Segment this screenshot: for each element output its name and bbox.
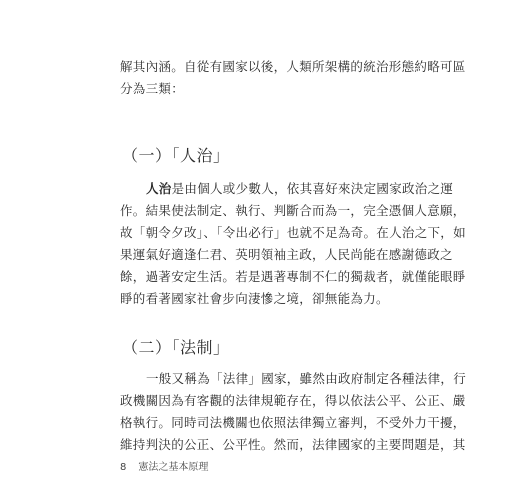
paragraph-rule-by-law bbox=[120, 368, 467, 456]
text-line bbox=[120, 178, 454, 200]
intro-paragraph bbox=[120, 56, 466, 100]
text-run: 是由個人或少數人，依其喜好來決定國家政治之運 bbox=[171, 181, 454, 196]
text-line: 政機關因為有客觀的法律規範存在，得以依法公平、公正、嚴 bbox=[120, 393, 466, 408]
text-line: 格執行。同時司法機關也依照法律獨立審判，不受外力干擾， bbox=[120, 415, 466, 430]
section-heading-rule-by-law: （二）「法制」 bbox=[122, 338, 230, 357]
section-heading-rule-of-man: （一）「人治」 bbox=[122, 146, 230, 165]
text-line: 故「朝令夕改」、「令出必行」也就不足為奇。在人治之下，如 bbox=[120, 225, 466, 240]
book-title: 憲法之基本原理 bbox=[138, 462, 209, 473]
text-line: 果運氣好適逢仁君、英明領袖主政，人民尚能在感謝德政之 bbox=[120, 247, 453, 262]
page-number: 8 bbox=[120, 462, 127, 473]
page-footer bbox=[120, 461, 208, 475]
text-line: 睜的看著國家社會步向淒慘之境，卻無能為力。 bbox=[120, 291, 389, 306]
text-line: 作。結果使法制定、執行、判斷合而為一，完全憑個人意願， bbox=[120, 203, 466, 218]
text-line: 解其內涵。自從有國家以後，人類所架構的統治形態約略可區 bbox=[120, 59, 466, 74]
bold-term: 人治 bbox=[146, 181, 172, 196]
text-line: 維持判決的公正、公平性。然而，法律國家的主要問題是，其 bbox=[120, 437, 466, 452]
paragraph-rule-of-man bbox=[120, 178, 466, 310]
text-line: 一般又稱為「法律」國家，雖然由政府制定各種法律，行 bbox=[146, 371, 467, 386]
text-line: 餘，過著安定生活。若是遇著專制不仁的獨裁者，就僅能眼睜 bbox=[120, 269, 466, 284]
text-line: 分為三類： bbox=[120, 81, 185, 96]
